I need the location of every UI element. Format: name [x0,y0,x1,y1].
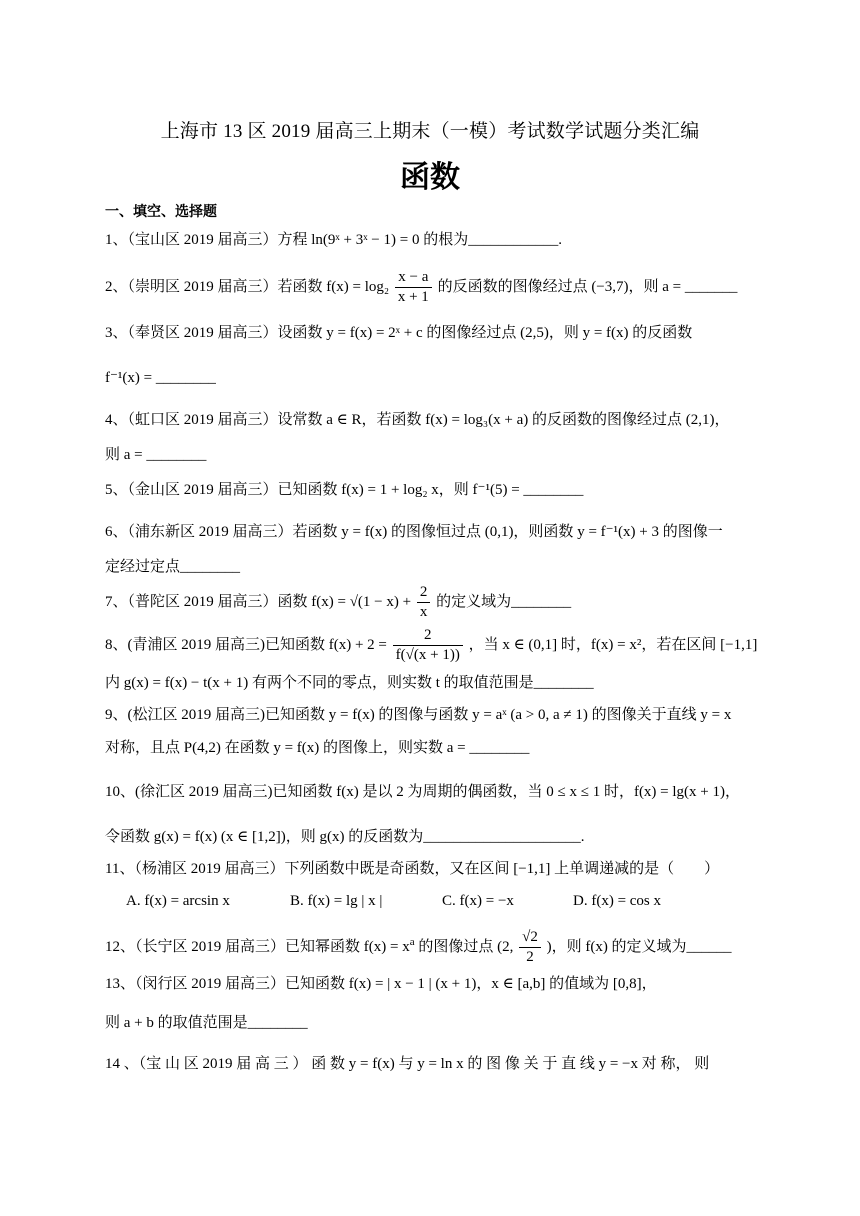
question-14: 14 、（宝 山 区 2019 届 高 三 ） 函 数 y = f(x) 与 y = ln x 的 图 像 关 于 直 线 y = −x 对 称， 则 [105,1056,710,1072]
option-b: B. f(x) = lg | x | [290,893,383,909]
question-6-continued: 定经过定点________ [105,559,241,575]
question-9: 9、(松江区 2019 届高三)已知函数 y = f(x) 的图像与函数 y = aˣ (a > 0, a ≠ 1) 的图像关于直线 y = x [105,707,732,723]
question-8-fraction [393,626,463,665]
document-title: 上海市 13 区 2019 届高三上期末（一模）考试数学试题分类汇编 [160,121,700,142]
option-a: A. f(x) = arcsin x [126,893,230,909]
question-4: 4、（虹口区 2019 届高三）设常数 a ∈ R，若函数 f(x) = log₃(x + a) 的反函数的图像经过点 (2,1)， [105,412,730,428]
question-12-text-b: 的图像过点 (2, [418,938,514,955]
question-10: 10、(徐汇区 2019 届高三)已知函数 f(x) 是以 2 为周期的偶函数，当 0 ≤ x ≤ 1 时，f(x) = lg(x + 1)， [105,784,741,800]
fraction-denominator: x + 1 [397,289,429,305]
fraction-denominator: f(√(x + 1)) [395,647,460,663]
fraction-denominator: x [419,604,428,620]
fraction-numerator: √2 [519,928,541,948]
question-2-text-b: 的反函数的图像经过点 (−3,7)，则 a = _______ [437,278,738,295]
option-c: C. f(x) = −x [442,893,514,909]
question-2-text-a: 2、（崇明区 2019 届高三）若函数 f(x) = log₂ [105,278,390,295]
question-12 [105,928,732,967]
question-4-continued: 则 a = ________ [105,447,207,463]
question-1: 1、（宝山区 2019 届高三）方程 ln(9ˣ + 3ˣ − 1) = 0 的根为____________. [105,232,562,248]
question-2 [105,268,737,307]
question-2-fraction [395,268,432,307]
question-6: 6、（浦东新区 2019 届高三）若函数 y = f(x) 的图像恒过点 (0,1)，则函数 y = f⁻¹(x) + 3 的图像一 [105,524,723,540]
question-5: 5、（金山区 2019 届高三）已知函数 f(x) = 1 + log₂ x，则 f⁻¹(5) = ________ [105,482,584,498]
question-7-fraction [417,583,431,622]
question-12-text-c: )，则 f(x) 的定义域为______ [546,938,732,955]
fraction-numerator: 2 [393,626,463,646]
question-12-text-a: 12、（长宁区 2019 届高三）已知幂函数 f(x) = x [105,938,410,955]
question-7 [105,583,571,622]
fraction-numerator: 2 [417,583,431,603]
question-13-continued: 则 a + b 的取值范围是________ [105,1015,308,1031]
question-12-fraction [519,928,541,967]
exponent: a [409,935,415,948]
option-d: D. f(x) = cos x [573,893,662,909]
question-7-text-a: 7、（普陀区 2019 届高三）函数 f(x) = √(1 − x) + [105,593,412,610]
question-8 [105,626,757,665]
question-3-continued: f⁻¹(x) = ________ [105,370,216,386]
section-heading: 一、填空、选择题 [105,204,217,220]
question-8-continued: 内 g(x) = f(x) − t(x + 1) 有两个不同的零点，则实数 t 的取值范围是________ [105,675,594,691]
question-3: 3、（奉贤区 2019 届高三）设函数 y = f(x) = 2ˣ + c 的图像经过点 (2,5)，则 y = f(x) 的反函数 [105,325,693,341]
question-13: 13、（闵行区 2019 届高三）已知函数 f(x) = | x − 1 | (x + 1)，x ∈ [a,b] 的值域为 [0,8]， [105,976,657,992]
question-10-continued: 令函数 g(x) = f(x) (x ∈ [1,2])，则 g(x) 的反函数为_____________________. [105,829,585,845]
fraction-numerator: x − a [395,268,432,288]
question-8-text-b: ，当 x ∈ (0,1] 时，f(x) = x²，若在区间 [−1,1] [468,636,758,653]
document-subtitle: 函数 [400,160,460,195]
fraction-denominator: 2 [526,949,534,965]
question-8-text-a: 8、(青浦区 2019 届高三)已知函数 f(x) + 2 = [105,636,387,653]
question-11: 11、（杨浦区 2019 届高三）下列函数中既是奇函数，又在区间 [−1,1] 上单调递减的是（ ） [105,861,720,877]
question-7-text-b: 的定义域为________ [436,593,572,610]
question-9-continued: 对称，且点 P(4,2) 在函数 y = f(x) 的图像上，则实数 a = ________ [105,740,530,756]
